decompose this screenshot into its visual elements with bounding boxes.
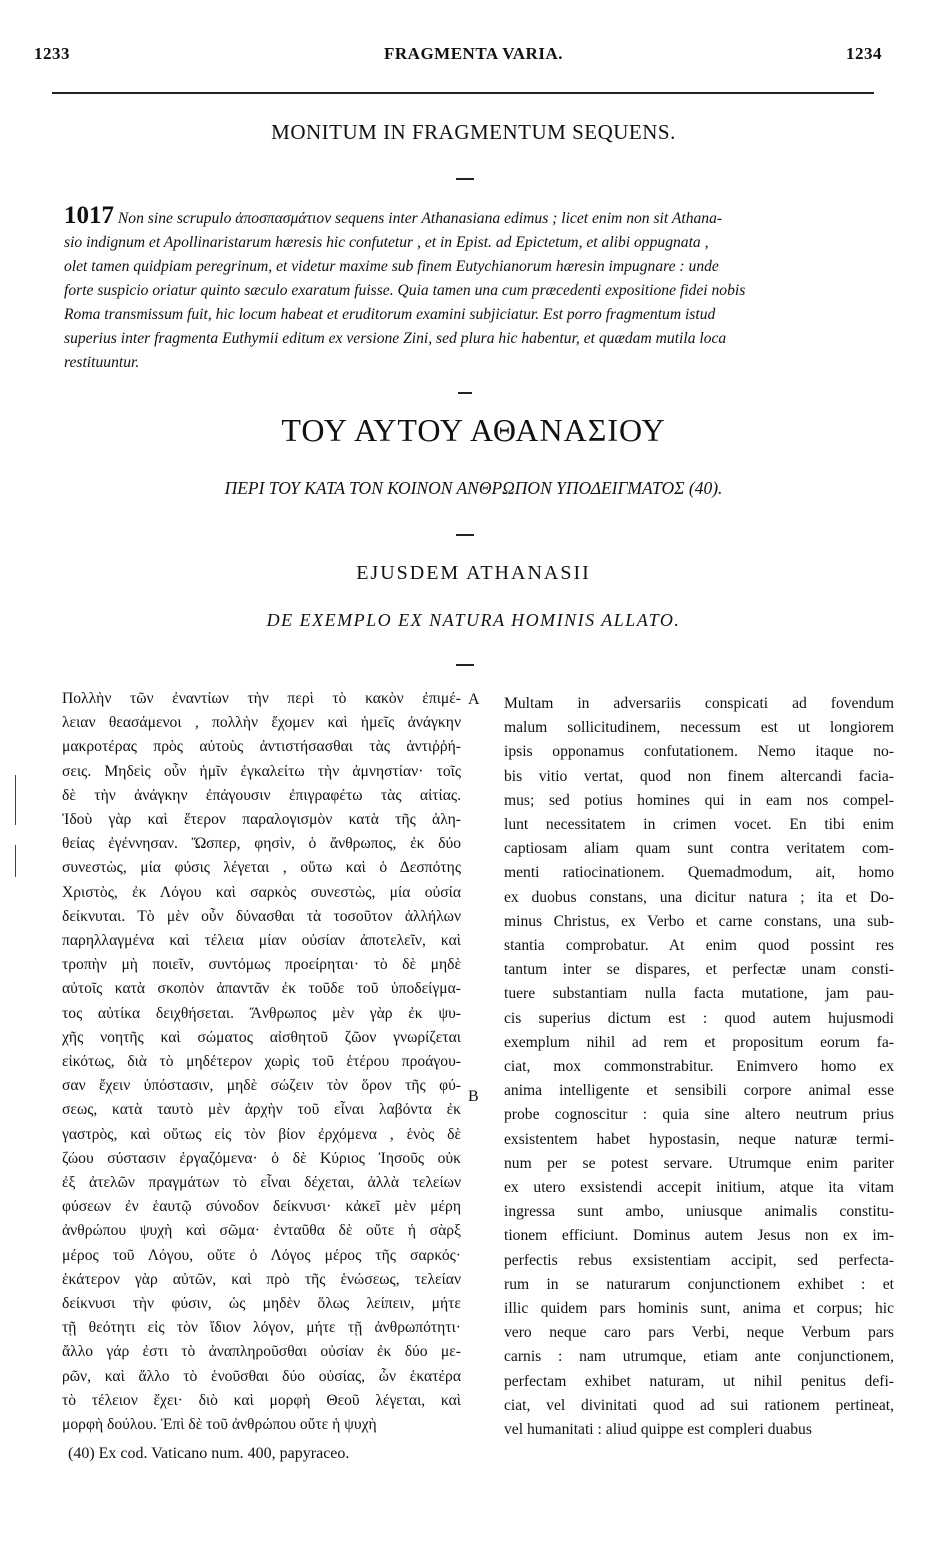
- text-line: ἐξ ἀτελῶν πραγμάτων τὸ εἶναι δέχεται, ἀλλὰ τελείων: [62, 1174, 461, 1192]
- header-rule: [52, 92, 874, 94]
- text-line: Πολλὴν τῶν ἐναντίων τὴν περὶ τὸ κακὸν ἐπιμέ-: [62, 690, 461, 707]
- text-line: ἀνθρώπου ψυχὴ καὶ σῶμα· ἐνταῦθα δὲ οὔτε ἡ σὰρξ: [62, 1222, 461, 1240]
- page-number-left: 1233: [34, 44, 70, 63]
- text-line: cis superius dictum est : quod autem hujusmodi: [504, 1009, 894, 1027]
- text-line: τος αὐτίκα δειχθήσεται. Ἄνθρωπος μὲν γὰρ ἐκ ψυ-: [62, 1004, 461, 1022]
- text-line: ex duobus constans, una dicitur natura ; ita et Do-: [504, 888, 894, 906]
- text-line: θείας ἐγέννησαν. Ὥσπερ, φησὶν, ὁ ἄνθρωπος, ἐκ δύο: [62, 835, 461, 853]
- text-line: σεις. Μηδεὶς οὖν ἡμῖν ἐγκαλείτω τὴν ἀμνηστίαν· τοῖς: [62, 762, 461, 780]
- text-line: συνεστὼς, μία φύσις λέγεται , οὕτω καὶ ὁ Δεσπότης: [62, 859, 461, 877]
- text-line: mus; sed potius homines qui in eam nos compel-: [504, 791, 894, 809]
- text-line: tuere substantiam nulla facta mutatione, jam pau-: [504, 985, 894, 1003]
- text-line: tantum inter se dispares, et perfectæ unam consti-: [504, 961, 894, 979]
- monitum-title: MONITUM IN FRAGMENTUM SEQUENS.: [271, 120, 676, 144]
- monitum-line: restituuntur.: [64, 354, 140, 371]
- text-line: μορφὴ δούλου. Ἐπὶ δὲ τοῦ ἀνθρώπου οὔτε ἡ ψυχὴ: [62, 1416, 377, 1434]
- text-line: δὲ τὴν ἀνάγκην ἐπάγουσιν ἐπιγραφέτω τὰς αἰτίας.: [62, 786, 461, 804]
- text-line: τῇ θεότητι εἰς τὸν ἴδιον λόγον, μήτε τῇ ἀνθρωπότητι·: [62, 1319, 461, 1337]
- text-line: λειαν θεασάμενοι , πολλὴν ἔχομεν καὶ ἡμεῖς ἀνάγκην: [62, 714, 461, 732]
- separator-dash: [456, 664, 474, 666]
- latin-title: EJUSDEM ATHANASII: [356, 562, 591, 584]
- footnote: (40) Ex cod. Vaticano num. 400, papyraceo.: [68, 1445, 350, 1462]
- text-line: ex utero exsistendi accepit initium, atque ita vitam: [504, 1179, 894, 1197]
- text-line: tionem efficiunt. Dominus autem Jesus non ex im-: [504, 1227, 894, 1245]
- text-line: δείκνυσι τὴν φύσιν, ὡς μηδὲν ὅλως λείπειν, μήτε: [62, 1295, 461, 1313]
- text-line: ρῶν, καὶ ἄλλο τὸ ἑνοῦσθαι δύο οὐσίας, ὧν ἑκατέρα: [62, 1367, 461, 1385]
- text-line: δείκνυται. Τὸ μὲν οὖν δύνασθαι τὰ τοσοῦτον ἀλλήλων: [62, 907, 461, 925]
- text-line: vero neque caro pars Verbi, neque Verbum pars: [504, 1324, 894, 1342]
- running-title: FRAGMENTA VARIA.: [384, 44, 563, 63]
- text-line: perfectis rebus exsistentiam accipit, sed perfecta-: [504, 1251, 894, 1269]
- text-line: ἑκάτερον γὰρ αὐτῶν, καὶ πρὸ τῆς ἑνώσεως, τελείαν: [62, 1270, 461, 1288]
- text-line: ζώου σύστασιν ἐργαζόμενα· ὁ δὲ Κύριος Ἰησοῦς οὐκ: [62, 1149, 461, 1167]
- monitum-paragraph: [64, 204, 894, 375]
- text-line: stantia comprobatur. At enim quod possint res: [504, 937, 894, 955]
- monitum-line: forte suspicio oriatur quinto sæculo exaratum fuisse. Quia tamen una cum præcedenti expositione fidei nobis: [64, 282, 746, 299]
- latin-subtitle: DE EXEMPLO EX NATURA HOMINIS ALLATO.: [266, 610, 681, 630]
- text-line: Ἰδοὺ γὰρ καὶ ἕτερον παραλογισμὸν κατὰ τῆς ἀλη-: [62, 811, 461, 829]
- text-line: probe cognoscitur : quia sine altero neutrum prius: [504, 1106, 894, 1124]
- monitum-line: olet tamen quidpiam peregrinum, et videtur maxime sub finem Eutychianorum hæresin impugnare : unde: [64, 258, 719, 275]
- text-line: αὐτοῖς κατὰ σκοπὸν ἀπαντᾶν ἐκ τοῦδε τοῦ ὑποδείγμα-: [62, 980, 461, 998]
- text-line: σαν ἔχειν ὑπόστασιν, μηδὲ σώζειν τὸν ὅρον τῆς φύ-: [62, 1077, 461, 1095]
- separator-dash: [456, 534, 474, 536]
- text-line: τροπὴν μὴ ποιεῖν, συντόμως προείρηται· τὸ δὲ μηδὲ: [62, 956, 461, 974]
- text-line: ἄλλο γάρ ἐστι τὸ ἀναπληροῦσθαι οὐσίαν ἐκ δύο με-: [62, 1343, 461, 1361]
- text-line: vel humanitati : aliud quippe est compleri duabus: [504, 1421, 812, 1439]
- text-line: σεως, κατὰ ταυτὸ μὲν ἀρχὴν τοῦ εἶναι λαβόντα ἐκ: [62, 1101, 461, 1119]
- text-line: num per se potest servare. Utrumque enim pariter: [504, 1154, 894, 1172]
- page-number-right: 1234: [846, 44, 882, 63]
- text-line: φύσεων ἐν ἑαυτῷ σύνοδον δείκνυσι· κἀκεῖ μὲν μέρη: [62, 1198, 461, 1216]
- text-line: bis vitio vertat, quod non finem altercandi facia-: [504, 767, 894, 785]
- separator-dash: [458, 392, 472, 394]
- text-line: captiosam aliam quam sunt contra veritatem com-: [504, 840, 894, 858]
- text-line: παρηλλαγμένα καὶ τέλεια μίαν οὐσίαν ἀποτελεῖν, καὶ: [62, 932, 461, 950]
- text-line: anima intelligente et sensibili corpore animal esse: [504, 1082, 894, 1100]
- text-line: lunt necessitatem in crimen vocet. En tibi enim: [504, 816, 894, 834]
- greek-title: ΤΟΥ ΑΥΤΟΥ ΑΘΑΝΑΣΙΟΥ: [281, 412, 666, 448]
- text-line: exemplum nihil ad rem et propositum eorum fa-: [504, 1033, 894, 1051]
- text-line: Χριστὸς, ἐκ Λόγου καὶ σαρκὸς συνεστὼς, μία οὐσία: [62, 883, 461, 901]
- paragraph-number: 1017: [64, 204, 114, 229]
- greek-subtitle: ΠΕΡΙ ΤΟΥ ΚΑΤΑ ΤΟΝ ΚΟΙΝΟΝ ΑΝΘΡΩΠΟΝ ΥΠΟΔΕΙΓΜΑΤΟΣ (40).: [224, 478, 723, 498]
- separator-dash: [456, 178, 474, 180]
- text-line: εἰκότως, διὰ τὸ μηδέτερον χωρὶς τοῦ ἑτέρου προάγου-: [62, 1053, 461, 1071]
- text-line: ipsis opponamus confutationem. Nemo itaque no-: [504, 743, 894, 761]
- monitum-text: Non sine scrupulo ἀποσπασμάτιον sequens inter Athanasiana edimus ; licet enim non sit Athana-: [117, 210, 723, 227]
- text-line: rum in se naturarum conjunctionem exhibet : et: [504, 1275, 894, 1293]
- text-line: χῆς νοητῆς καὶ σώματος αἰσθητοῦ ζῶον γνωρίζεται: [62, 1028, 461, 1046]
- text-line: menti ratiocinationem. Quemadmodum, ait, homo: [504, 864, 894, 882]
- text-line: γαστρὸς, καὶ οὕτως εἰς τὸν βίον ἐρχόμενα , ἑνὸς δὲ: [62, 1125, 461, 1143]
- monitum-line: superius inter fragmenta Euthymii editum ex versione Zini, sed plura hic habentur, et quædam mutila loca: [64, 330, 727, 347]
- margin-mark: [15, 775, 16, 825]
- text-line: ciat, mox commonstrabitur. Enimvero homo ex: [504, 1058, 894, 1076]
- monitum-line: Roma transmissum fuit, hic locum habeat et eruditorum examini subjiciatur. Est porro fragmentum istud: [64, 306, 716, 323]
- text-line: exsistentem habet hypostasin, neque naturæ termi-: [504, 1130, 894, 1148]
- text-line: τὸ τέλειον ἔχει· διὸ καὶ μορφὴ Θεοῦ λέγεται, καὶ: [62, 1391, 461, 1409]
- latin-column: [504, 692, 894, 1442]
- text-line: ciat, vel divinitati quod ad sui rationem pertineat,: [504, 1396, 894, 1414]
- text-line: perfectam exhibet naturam, ut nihil penitus defi-: [504, 1372, 894, 1390]
- text-line: ingressa sunt ambo, uniusque animalis constitu-: [504, 1203, 894, 1221]
- text-line: carnis : nam utrumque, etiam ante conjunctionem,: [504, 1348, 894, 1366]
- text-line: malum sollicitudinem, necessum est ut longiorem: [504, 719, 894, 737]
- text-line: Multam in adversariis conspicati ad fovendum: [504, 695, 894, 712]
- margin-mark: [15, 845, 16, 877]
- text-line: μακροτέρας πρὸς αὐτοὺς ἀντιστήσασθαι τὰς ἀντιῤῥή-: [62, 738, 461, 756]
- text-line: μέρος τοῦ Λόγου, οὔτε ὁ Λόγος μέρος τῆς σαρκός·: [62, 1246, 461, 1264]
- monitum-line: sio indignum et Apollinaristarum hæresis hic confutetur , et in Epist. ad Epictetum, et alibi oppugnata ,: [64, 234, 709, 251]
- greek-column: [62, 687, 461, 1437]
- text-line: illic quidem pars hominis sunt, anima et corpus; hic: [504, 1300, 894, 1318]
- monitum-line: [64, 204, 894, 231]
- text-line: minus Christus, ex Verbo et carne constans, una sub-: [504, 912, 894, 930]
- margin-marker-a: A: [468, 691, 480, 708]
- margin-marker-b: B: [468, 1088, 479, 1105]
